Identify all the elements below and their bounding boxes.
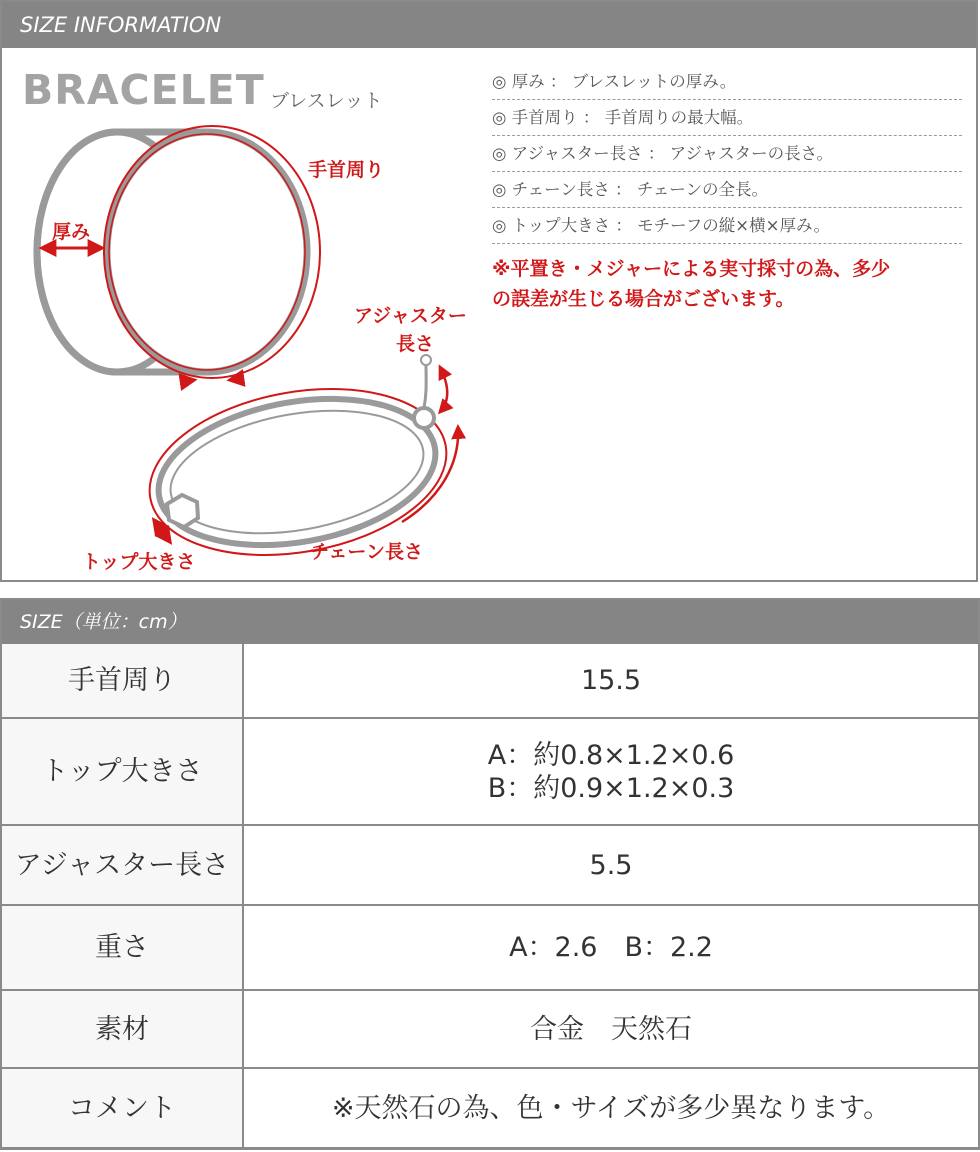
label-wrist: 手首周り [308,159,385,181]
row-label: アジャスター長さ [2,825,243,905]
legend-item-thickness: ◎ 厚み ： ブレスレットの厚み。 [492,64,962,100]
row-label: 手首周り [2,644,243,718]
label-thickness: 厚み [52,221,91,243]
legend-list [492,64,962,244]
size-table [2,644,978,1149]
brand-title: BRACELET [22,66,265,114]
bracelet-diagram [2,2,502,582]
row-value-line: ※天然石の為、色・サイズが多少異なります。 [331,1092,891,1124]
wrist-arrow-right [230,378,244,380]
brand-subtitle: ブレスレット [270,90,383,112]
row-value-line: 合金 天然石 [530,1013,692,1045]
measurement-note-line1: ※平置き・メジャーによる実寸採寸の為、多少 [492,258,891,280]
top-size-arrow [154,520,170,542]
row-value-line: A：2.6 B：2.2 [509,932,713,963]
row-value [243,718,978,825]
table-row [2,644,978,718]
row-value [243,990,978,1068]
row-label: 素材 [2,990,243,1068]
table-row [2,718,978,825]
label-chain: チェーン長さ [310,541,424,563]
table-row [2,905,978,990]
row-value [243,644,978,718]
label-adjuster-line2: 長さ [396,333,435,355]
legend-item-wrist: ◎ 手首周り ： 手首周りの最大幅。 [492,100,962,136]
row-label: コメント [2,1068,243,1148]
table-row [2,825,978,905]
label-adjuster-line1: アジャスター [354,305,467,327]
row-value [243,905,978,990]
legend-item-top: ◎ トップ大きさ ： モチーフの縦×横×厚み。 [492,208,962,244]
bangle-illustration [37,126,320,378]
adjuster-ring [414,408,434,428]
row-value-line: 5.5 [589,849,633,881]
size-table-panel [0,598,980,1150]
top-motif [167,495,198,527]
row-value [243,825,978,905]
measurement-note [492,254,962,314]
legend-item-chain: ◎ チェーン長さ ： チェーンの全長。 [492,172,962,208]
label-top: トップ大きさ [82,551,196,573]
legend-item-adjuster: ◎ アジャスター長さ ： アジャスターの長さ。 [492,136,962,172]
row-label: トップ大きさ [2,718,243,825]
size-information-header: SIZE INFORMATION [2,2,976,48]
row-value-line: 15.5 [580,665,642,696]
measurement-note-line2: の誤差が生じる場合がございます。 [492,288,795,310]
table-row [2,990,978,1068]
table-row [2,1068,978,1148]
row-value-line: A：約0.8×1.2×0.6 [487,739,735,771]
row-label: 重さ [2,905,243,990]
row-value-line: B：約0.9×1.2×0.3 [487,772,735,804]
adjuster-arrow [440,367,447,412]
size-table-header: SIZE（単位：cm） [2,600,978,644]
row-value [243,1068,978,1148]
wrist-arrow-left [180,380,194,382]
